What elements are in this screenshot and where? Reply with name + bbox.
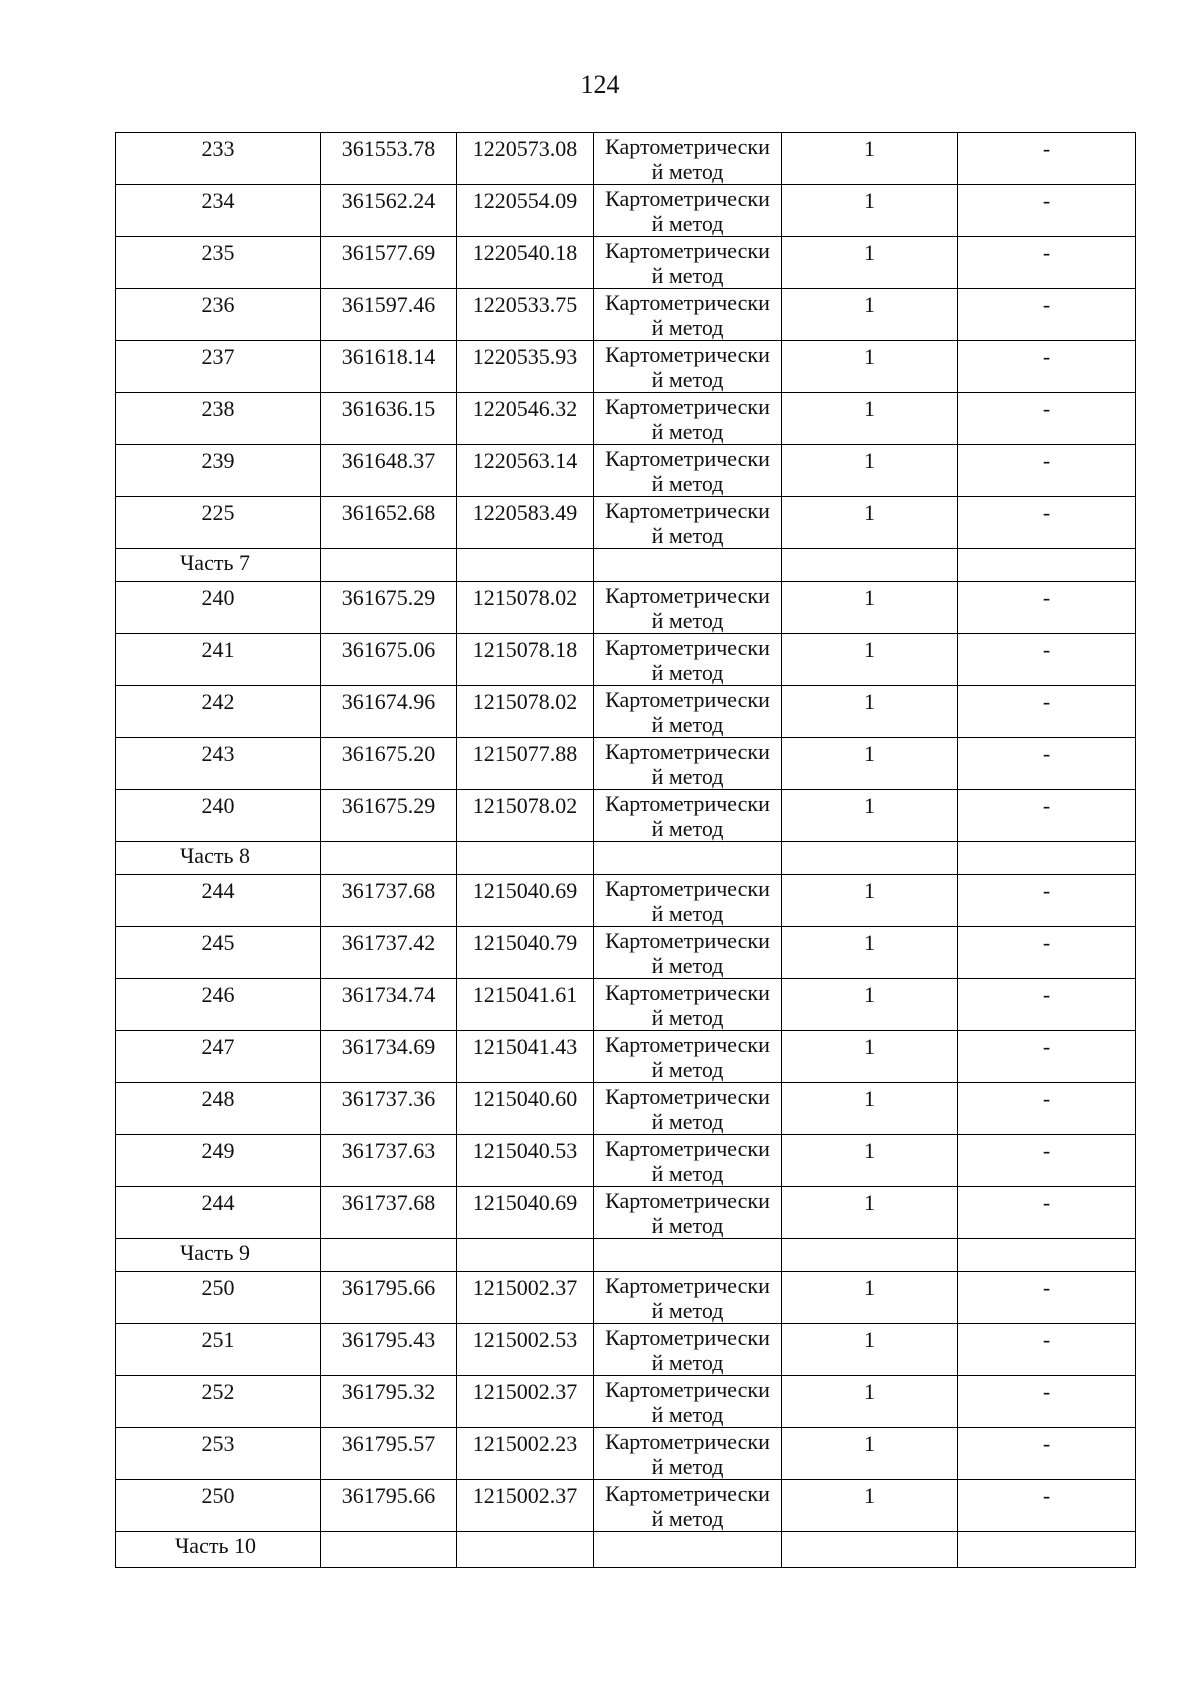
- empty-cell: [958, 1239, 1136, 1272]
- method-cell: [594, 1187, 782, 1239]
- description-cell: -: [958, 1480, 1136, 1532]
- x-coordinate-cell: 361652.68: [321, 497, 457, 549]
- method-line-1: Картометрически: [605, 134, 770, 159]
- table-row: [116, 1135, 1136, 1187]
- method-line-1: Картометрически: [605, 1136, 770, 1161]
- description-cell: -: [958, 634, 1136, 686]
- description-cell: -: [958, 875, 1136, 927]
- accuracy-cell: 1: [782, 185, 958, 237]
- method-line-2: й метод: [651, 608, 724, 633]
- description-cell: -: [958, 445, 1136, 497]
- empty-cell: [321, 549, 457, 582]
- table-row: [116, 289, 1136, 341]
- accuracy-cell: 1: [782, 1031, 958, 1083]
- method-cell: [594, 634, 782, 686]
- accuracy-cell: 1: [782, 237, 958, 289]
- x-coordinate-cell: 361648.37: [321, 445, 457, 497]
- description-cell: -: [958, 1083, 1136, 1135]
- point-number-cell: 251: [116, 1324, 321, 1376]
- method-line-1: Картометрически: [605, 1188, 770, 1213]
- method-line-1: Картометрически: [605, 498, 770, 523]
- method-cell: [594, 927, 782, 979]
- coordinates-table: [115, 132, 1136, 1568]
- table-row: [116, 979, 1136, 1031]
- description-cell: -: [958, 289, 1136, 341]
- empty-cell: [958, 842, 1136, 875]
- x-coordinate-cell: 361734.74: [321, 979, 457, 1031]
- table-row: [116, 1187, 1136, 1239]
- table-row: [116, 582, 1136, 634]
- method-cell: [594, 185, 782, 237]
- x-coordinate-cell: 361737.63: [321, 1135, 457, 1187]
- part-label: Часть 10: [116, 1532, 321, 1568]
- method-line-2: й метод: [651, 1109, 724, 1134]
- description-cell: -: [958, 1031, 1136, 1083]
- x-coordinate-cell: 361577.69: [321, 237, 457, 289]
- y-coordinate-cell: 1215041.61: [457, 979, 594, 1031]
- part-row: [116, 1532, 1136, 1568]
- method-cell: [594, 497, 782, 549]
- point-number-cell: 247: [116, 1031, 321, 1083]
- accuracy-cell: 1: [782, 582, 958, 634]
- table-row: [116, 1083, 1136, 1135]
- empty-cell: [594, 842, 782, 875]
- method-cell: [594, 1031, 782, 1083]
- empty-cell: [457, 1532, 594, 1568]
- method-line-1: Картометрически: [605, 1377, 770, 1402]
- method-line-1: Картометрически: [605, 1084, 770, 1109]
- y-coordinate-cell: 1220535.93: [457, 341, 594, 393]
- method-line-1: Картометрически: [605, 739, 770, 764]
- method-line-2: й метод: [651, 159, 724, 184]
- y-coordinate-cell: 1215078.02: [457, 686, 594, 738]
- point-number-cell: 250: [116, 1272, 321, 1324]
- description-cell: -: [958, 497, 1136, 549]
- table-row: [116, 738, 1136, 790]
- y-coordinate-cell: 1215040.60: [457, 1083, 594, 1135]
- empty-cell: [782, 549, 958, 582]
- method-line-1: Картометрически: [605, 980, 770, 1005]
- method-line-1: Картометрически: [605, 1273, 770, 1298]
- method-cell: [594, 133, 782, 185]
- method-cell: [594, 979, 782, 1031]
- method-line-2: й метод: [651, 712, 724, 737]
- accuracy-cell: 1: [782, 497, 958, 549]
- x-coordinate-cell: 361737.68: [321, 875, 457, 927]
- point-number-cell: 235: [116, 237, 321, 289]
- method-line-2: й метод: [651, 1454, 724, 1479]
- accuracy-cell: 1: [782, 341, 958, 393]
- point-number-cell: 242: [116, 686, 321, 738]
- method-line-2: й метод: [651, 816, 724, 841]
- point-number-cell: 245: [116, 927, 321, 979]
- description-cell: -: [958, 979, 1136, 1031]
- empty-cell: [457, 842, 594, 875]
- method-line-1: Картометрически: [605, 1481, 770, 1506]
- point-number-cell: 236: [116, 289, 321, 341]
- x-coordinate-cell: 361675.29: [321, 790, 457, 842]
- method-line-2: й метод: [651, 367, 724, 392]
- method-line-1: Картометрически: [605, 238, 770, 263]
- method-line-2: й метод: [651, 1213, 724, 1238]
- table-row: [116, 1272, 1136, 1324]
- table-row: [116, 927, 1136, 979]
- point-number-cell: 248: [116, 1083, 321, 1135]
- method-line-1: Картометрически: [605, 446, 770, 471]
- method-line-2: й метод: [651, 1161, 724, 1186]
- x-coordinate-cell: 361737.68: [321, 1187, 457, 1239]
- accuracy-cell: 1: [782, 1428, 958, 1480]
- table-row: [116, 1031, 1136, 1083]
- point-number-cell: 240: [116, 790, 321, 842]
- method-cell: [594, 875, 782, 927]
- x-coordinate-cell: 361636.15: [321, 393, 457, 445]
- method-line-1: Картометрически: [605, 1429, 770, 1454]
- accuracy-cell: 1: [782, 1135, 958, 1187]
- part-label: Часть 9: [116, 1239, 321, 1272]
- method-line-2: й метод: [651, 211, 724, 236]
- method-line-1: Картометрически: [605, 290, 770, 315]
- method-cell: [594, 445, 782, 497]
- x-coordinate-cell: 361795.32: [321, 1376, 457, 1428]
- table-row: [116, 341, 1136, 393]
- y-coordinate-cell: 1215002.37: [457, 1272, 594, 1324]
- y-coordinate-cell: 1220563.14: [457, 445, 594, 497]
- empty-cell: [321, 1239, 457, 1272]
- table-row: [116, 185, 1136, 237]
- accuracy-cell: 1: [782, 979, 958, 1031]
- method-cell: [594, 738, 782, 790]
- accuracy-cell: 1: [782, 1187, 958, 1239]
- method-line-1: Картометрически: [605, 791, 770, 816]
- method-line-1: Картометрически: [605, 687, 770, 712]
- description-cell: -: [958, 790, 1136, 842]
- y-coordinate-cell: 1215002.53: [457, 1324, 594, 1376]
- y-coordinate-cell: 1215041.43: [457, 1031, 594, 1083]
- description-cell: -: [958, 341, 1136, 393]
- table-row: [116, 393, 1136, 445]
- method-cell: [594, 393, 782, 445]
- x-coordinate-cell: 361618.14: [321, 341, 457, 393]
- empty-cell: [782, 1239, 958, 1272]
- point-number-cell: 253: [116, 1428, 321, 1480]
- accuracy-cell: 1: [782, 686, 958, 738]
- method-line-1: Картометрически: [605, 342, 770, 367]
- x-coordinate-cell: 361795.43: [321, 1324, 457, 1376]
- method-line-2: й метод: [651, 953, 724, 978]
- table-row: [116, 445, 1136, 497]
- accuracy-cell: 1: [782, 133, 958, 185]
- point-number-cell: 239: [116, 445, 321, 497]
- description-cell: -: [958, 133, 1136, 185]
- x-coordinate-cell: 361675.06: [321, 634, 457, 686]
- x-coordinate-cell: 361737.36: [321, 1083, 457, 1135]
- method-cell: [594, 1135, 782, 1187]
- y-coordinate-cell: 1215078.18: [457, 634, 594, 686]
- description-cell: -: [958, 1324, 1136, 1376]
- x-coordinate-cell: 361553.78: [321, 133, 457, 185]
- method-line-1: Картометрически: [605, 1325, 770, 1350]
- table-row: [116, 133, 1136, 185]
- table-row: [116, 1324, 1136, 1376]
- x-coordinate-cell: 361675.29: [321, 582, 457, 634]
- point-number-cell: 225: [116, 497, 321, 549]
- method-cell: [594, 1480, 782, 1532]
- method-cell: [594, 1272, 782, 1324]
- empty-cell: [457, 549, 594, 582]
- method-line-2: й метод: [651, 1005, 724, 1030]
- point-number-cell: 237: [116, 341, 321, 393]
- accuracy-cell: 1: [782, 1324, 958, 1376]
- description-cell: -: [958, 1135, 1136, 1187]
- accuracy-cell: 1: [782, 927, 958, 979]
- x-coordinate-cell: 361597.46: [321, 289, 457, 341]
- point-number-cell: 244: [116, 875, 321, 927]
- method-cell: [594, 1376, 782, 1428]
- point-number-cell: 252: [116, 1376, 321, 1428]
- method-cell: [594, 790, 782, 842]
- method-line-2: й метод: [651, 1350, 724, 1375]
- x-coordinate-cell: 361795.66: [321, 1272, 457, 1324]
- method-line-2: й метод: [651, 1402, 724, 1427]
- y-coordinate-cell: 1220540.18: [457, 237, 594, 289]
- empty-cell: [457, 1239, 594, 1272]
- accuracy-cell: 1: [782, 393, 958, 445]
- method-cell: [594, 1324, 782, 1376]
- y-coordinate-cell: 1215078.02: [457, 790, 594, 842]
- method-line-2: й метод: [651, 901, 724, 926]
- empty-cell: [594, 1532, 782, 1568]
- x-coordinate-cell: 361674.96: [321, 686, 457, 738]
- empty-cell: [958, 549, 1136, 582]
- table-row: [116, 686, 1136, 738]
- description-cell: -: [958, 237, 1136, 289]
- method-line-1: Картометрически: [605, 876, 770, 901]
- method-line-1: Картометрически: [605, 186, 770, 211]
- table-row: [116, 1480, 1136, 1532]
- empty-cell: [594, 1239, 782, 1272]
- empty-cell: [958, 1532, 1136, 1568]
- description-cell: -: [958, 927, 1136, 979]
- point-number-cell: 246: [116, 979, 321, 1031]
- part-row: [116, 842, 1136, 875]
- point-number-cell: 244: [116, 1187, 321, 1239]
- point-number-cell: 243: [116, 738, 321, 790]
- y-coordinate-cell: 1220546.32: [457, 393, 594, 445]
- table-row: [116, 634, 1136, 686]
- point-number-cell: 241: [116, 634, 321, 686]
- method-cell: [594, 1428, 782, 1480]
- x-coordinate-cell: 361675.20: [321, 738, 457, 790]
- accuracy-cell: 1: [782, 1480, 958, 1532]
- method-cell: [594, 289, 782, 341]
- description-cell: -: [958, 1428, 1136, 1480]
- method-line-1: Картометрически: [605, 928, 770, 953]
- method-line-1: Картометрически: [605, 1032, 770, 1057]
- empty-cell: [594, 549, 782, 582]
- x-coordinate-cell: 361795.66: [321, 1480, 457, 1532]
- description-cell: -: [958, 1187, 1136, 1239]
- method-cell: [594, 1083, 782, 1135]
- accuracy-cell: 1: [782, 1272, 958, 1324]
- method-cell: [594, 582, 782, 634]
- method-cell: [594, 237, 782, 289]
- table-row: [116, 497, 1136, 549]
- method-line-1: Картометрически: [605, 394, 770, 419]
- description-cell: -: [958, 393, 1136, 445]
- y-coordinate-cell: 1215040.79: [457, 927, 594, 979]
- description-cell: -: [958, 1272, 1136, 1324]
- y-coordinate-cell: 1220533.75: [457, 289, 594, 341]
- y-coordinate-cell: 1215002.37: [457, 1376, 594, 1428]
- method-line-2: й метод: [651, 764, 724, 789]
- method-cell: [594, 341, 782, 393]
- y-coordinate-cell: 1220573.08: [457, 133, 594, 185]
- empty-cell: [782, 1532, 958, 1568]
- y-coordinate-cell: 1215040.53: [457, 1135, 594, 1187]
- part-row: [116, 549, 1136, 582]
- y-coordinate-cell: 1220583.49: [457, 497, 594, 549]
- point-number-cell: 233: [116, 133, 321, 185]
- method-line-2: й метод: [651, 660, 724, 685]
- y-coordinate-cell: 1215077.88: [457, 738, 594, 790]
- accuracy-cell: 1: [782, 1376, 958, 1428]
- accuracy-cell: 1: [782, 634, 958, 686]
- y-coordinate-cell: 1220554.09: [457, 185, 594, 237]
- method-line-2: й метод: [651, 263, 724, 288]
- method-line-2: й метод: [651, 1057, 724, 1082]
- method-line-2: й метод: [651, 1298, 724, 1323]
- page-number: 124: [580, 70, 620, 99]
- point-number-cell: 250: [116, 1480, 321, 1532]
- description-cell: -: [958, 1376, 1136, 1428]
- method-line-1: Картометрически: [605, 635, 770, 660]
- empty-cell: [321, 1532, 457, 1568]
- empty-cell: [321, 842, 457, 875]
- table-row: [116, 1376, 1136, 1428]
- accuracy-cell: 1: [782, 738, 958, 790]
- x-coordinate-cell: 361737.42: [321, 927, 457, 979]
- method-line-2: й метод: [651, 523, 724, 548]
- y-coordinate-cell: 1215078.02: [457, 582, 594, 634]
- empty-cell: [782, 842, 958, 875]
- y-coordinate-cell: 1215040.69: [457, 1187, 594, 1239]
- part-label: Часть 7: [116, 549, 321, 582]
- accuracy-cell: 1: [782, 289, 958, 341]
- method-line-2: й метод: [651, 471, 724, 496]
- method-line-2: й метод: [651, 1506, 724, 1531]
- table-row: [116, 237, 1136, 289]
- point-number-cell: 240: [116, 582, 321, 634]
- description-cell: -: [958, 582, 1136, 634]
- point-number-cell: 249: [116, 1135, 321, 1187]
- method-line-1: Картометрически: [605, 583, 770, 608]
- description-cell: -: [958, 185, 1136, 237]
- table-row: [116, 790, 1136, 842]
- y-coordinate-cell: 1215002.37: [457, 1480, 594, 1532]
- x-coordinate-cell: 361562.24: [321, 185, 457, 237]
- description-cell: -: [958, 686, 1136, 738]
- method-line-2: й метод: [651, 315, 724, 340]
- table-row: [116, 1428, 1136, 1480]
- point-number-cell: 238: [116, 393, 321, 445]
- accuracy-cell: 1: [782, 790, 958, 842]
- accuracy-cell: 1: [782, 445, 958, 497]
- method-line-2: й метод: [651, 419, 724, 444]
- point-number-cell: 234: [116, 185, 321, 237]
- x-coordinate-cell: 361795.57: [321, 1428, 457, 1480]
- accuracy-cell: 1: [782, 1083, 958, 1135]
- table-row: [116, 875, 1136, 927]
- description-cell: -: [958, 738, 1136, 790]
- x-coordinate-cell: 361734.69: [321, 1031, 457, 1083]
- part-label: Часть 8: [116, 842, 321, 875]
- part-row: [116, 1239, 1136, 1272]
- y-coordinate-cell: 1215002.23: [457, 1428, 594, 1480]
- method-cell: [594, 686, 782, 738]
- y-coordinate-cell: 1215040.69: [457, 875, 594, 927]
- coordinates-table-body: [116, 133, 1136, 1568]
- accuracy-cell: 1: [782, 875, 958, 927]
